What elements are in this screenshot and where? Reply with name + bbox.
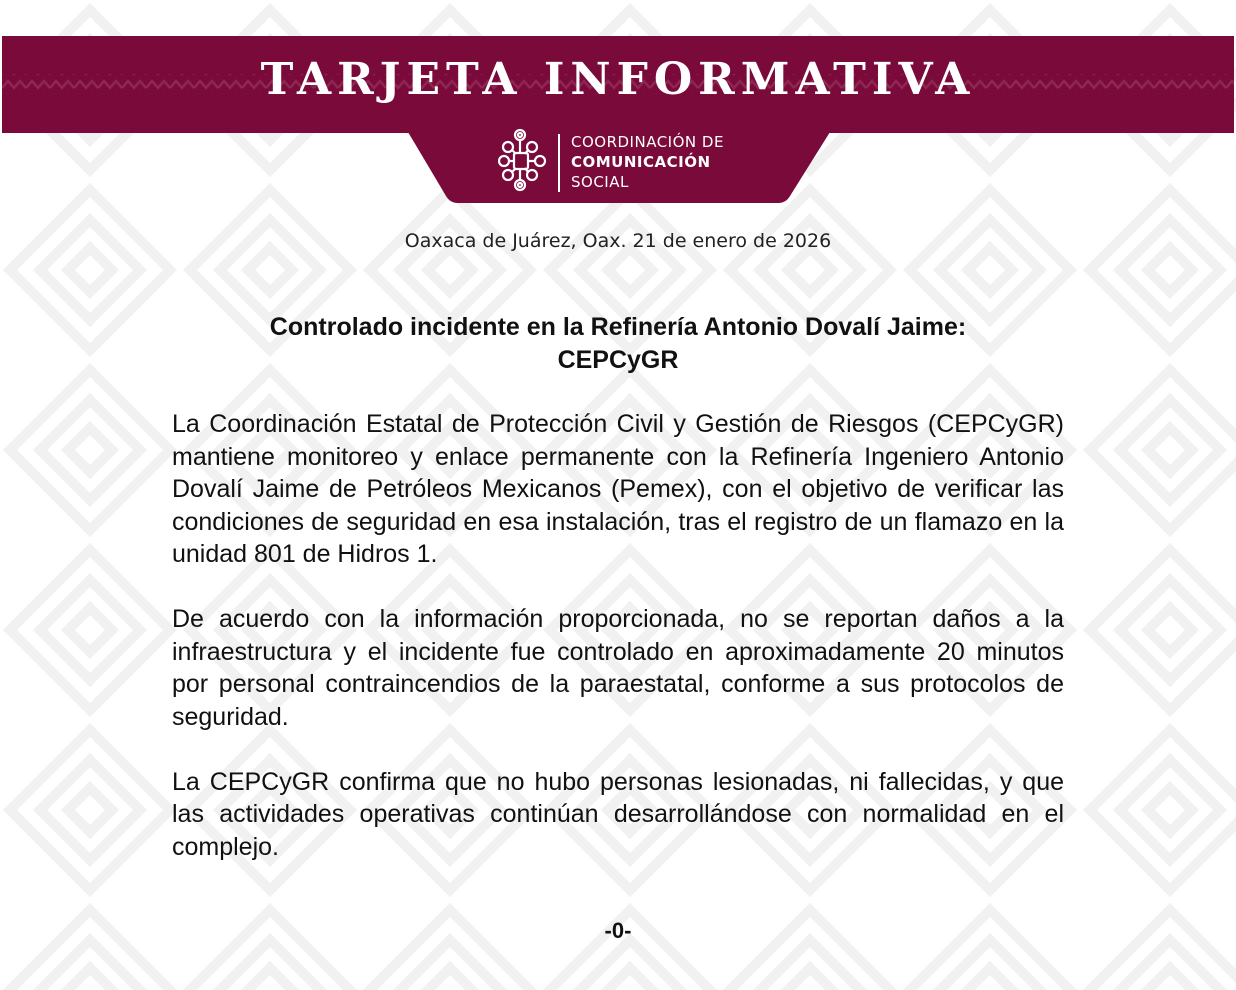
headline-line-1: Controlado incidente en la Refinería Antonio Dovalí Jaime:	[269, 313, 967, 341]
headline	[170, 311, 1066, 377]
paragraph: La Coordinación Estatal de Protección Civil y Gestión de Riesgos (CEPCyGR) mantiene monitoreo y enlace permanente con la Refinería Ingeniero Antonio Dovalí Jaime de Petróleos Mexicanos (Pemex), con el objetivo de verificar las condiciones de seguridad en esa instalación, tras el registro de un flamazo en la unidad 801 de Hidros 1.	[172, 410, 1064, 568]
paragraph: De acuerdo con la información proporcionada, no se reportan daños a la infraestructura y el incidente fue controlado en aproximadamente 20 minutos por personal contraincendios de la paraestatal, conforme a sus protocolos de seguridad.	[172, 605, 1064, 731]
paragraph: La CEPCyGR confirma que no hubo personas lesionadas, ni fallecidas, y que las actividades operativas continúan desarrollándose con normalidad en el complejo.	[172, 767, 1064, 861]
logo-line-2: COMUNICACIÓN	[571, 153, 711, 171]
body-text	[172, 408, 1064, 896]
logo-wordmark	[571, 132, 724, 192]
page-title: TARJETA INFORMATIVA	[260, 54, 976, 105]
logo-line-3: SOCIAL	[571, 173, 629, 191]
dateline: Oaxaca de Juárez, Oax. 21 de enero de 2026	[404, 230, 832, 252]
logo-line-1: COORDINACIÓN DE	[571, 133, 724, 151]
closing-mark: -0-	[604, 918, 632, 943]
logo-divider	[558, 134, 560, 192]
headline-line-2: CEPCyGR	[557, 346, 679, 374]
coordinacion-emblem-icon	[498, 127, 552, 193]
